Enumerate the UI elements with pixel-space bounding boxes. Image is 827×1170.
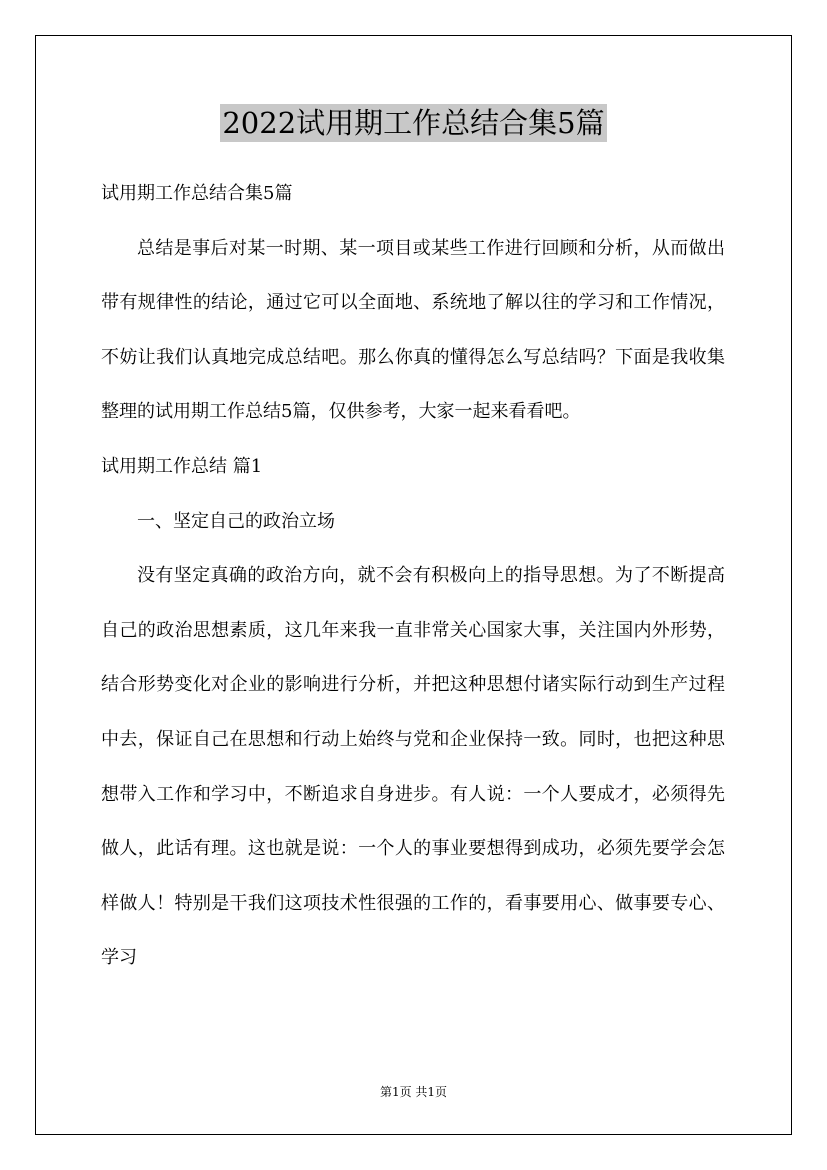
subtitle: 试用期工作总结合集5篇 — [101, 183, 293, 204]
document-title — [0, 104, 827, 142]
page-footer: 第1页 共1页 — [379, 1085, 448, 1099]
body-paragraph: 没有坚定真确的政治方向，就不会有积极向上的指导思想。为了不断提高自己的政治思想素质，这几年来我一直非常关心国家大事，关注国内外形势，结合形势变化对企业的影响进行分析，并把这种思想付诸实际行动到生产过程中去，保证自己在思想和行动上始终与党和企业保持一致。同时，也把这种思想带入工作和学习中，不断追求自身进步。有人说：一个人要成才，必须得先做人，此话有理。这也就是说：一个人的事业要想得到成功，必须先要学会怎样做人！特别是干我们这项技术性很强的工作的，看事要用心、做事要专心、学习 — [101, 565, 725, 969]
subsection-heading: 一、坚定自己的政治立场 — [137, 510, 335, 532]
document-title-text: 2022试用期工作总结合集5篇 — [222, 106, 605, 140]
document-body — [101, 167, 725, 986]
section-heading: 试用期工作总结 篇1 — [101, 455, 263, 477]
intro-paragraph: 总结是事后对某一时期、某一项目或某些工作进行回顾和分析，从而做出带有规律性的结论，通过它可以全面地、系统地了解以往的学习和工作情况，不妨让我们认真地完成总结吧。那么你真的懂得怎么写总结吗？下面是我收集整理的试用期工作总结5篇，仅供参考，大家一起来看看吧。 — [101, 237, 725, 423]
